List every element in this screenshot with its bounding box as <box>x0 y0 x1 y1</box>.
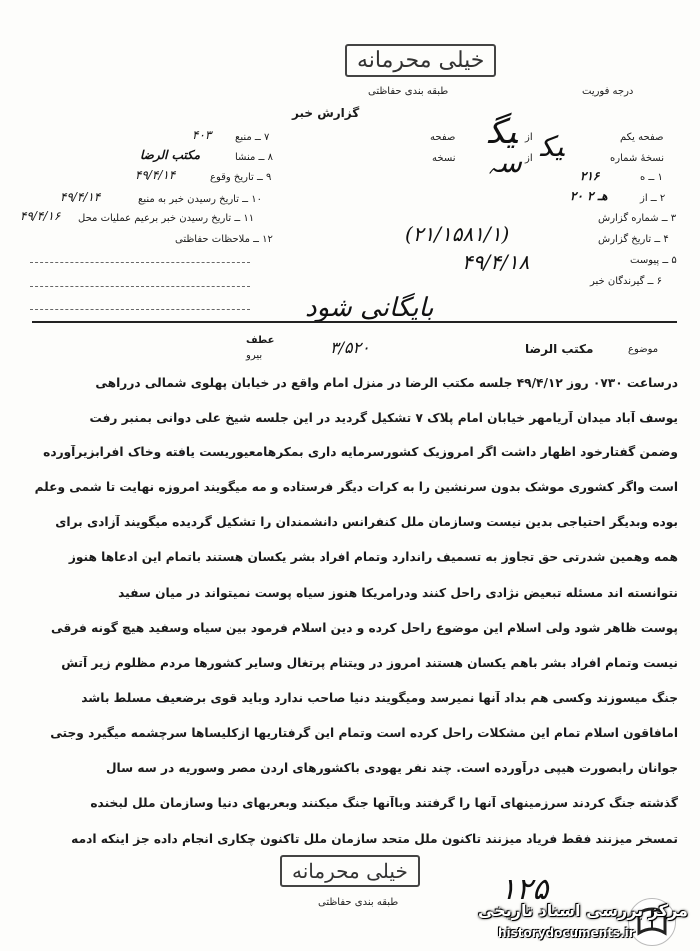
field-2-label: ۲ ــ از <box>640 193 666 204</box>
body-line: امافاقون اسلام تمام این مشکلات راحل کرده است وتمام این گرفتاریها ازکلیساها سرچشمه میگیرد وجتی <box>50 726 678 740</box>
field-page-end: صفحه <box>430 132 456 143</box>
field-source-label: ۷ ــ منبع <box>235 132 270 143</box>
field-copy-end: نسخه <box>432 153 456 164</box>
body-line: بوده وبدیگر احتیاجی بدین نیست وسازمان ملل کنفرانس دانشمندان را تشکیل گردیده میگویند آزادی برای <box>55 515 678 529</box>
subject-value: مکتب الرضا <box>525 342 594 356</box>
field-1-label: ۱ ــ ه <box>640 172 663 183</box>
handwritten-note: بایگانی شود <box>305 293 434 323</box>
handwritten-number: (۲۱/۱۵۸۱/۱) <box>405 222 510 246</box>
body-line: پوست ظاهر شود ولی اسلام این موضوع راحل کرده و دین اسلام فرمود بین سیاه وسفید هیچ گونه فرقی <box>50 621 678 635</box>
handwritten-date: ۴۹/۴/۱۸ <box>462 250 530 274</box>
field-3-label: ۳ ــ شماره گزارش <box>598 213 677 224</box>
body-line: تمسخر میزنند فقط فریاد میزنند تاکنون ملل متحد سازمان ملل تاکنون چکاری انجام داده جز اینکه ادمه <box>71 832 678 846</box>
field-received-ops-value: ۴۹/۴/۱۶ <box>20 209 61 223</box>
field-4-label: ۴ ــ تاریخ گزارش <box>598 234 669 245</box>
field-occurrence-date-value: ۴۹/۴/۱۴ <box>135 168 176 182</box>
field-security-notes-label: ۱۲ ــ ملاحظات حفاظتی <box>175 234 273 245</box>
field-origin-label: ۸ ــ منشا <box>235 152 273 163</box>
body-line: همه وهمین شدرتی حق تجاوز به تسمیف راندارد وتمام افراد بشر یکسان هستند باتمام این ادعاها هنوز <box>68 550 678 564</box>
handwritten-mark-3: ﺳﮧ <box>488 146 522 179</box>
field-occurrence-date-label: ۹ ــ تاریخ وقوع <box>210 172 272 183</box>
body-line: است واگر کشوری موشک بدون سرنشین را به کرات دیگر فرستاده و مه میگویند امروزه نهایت تا شمی وعلم <box>34 480 678 494</box>
body-line: نتوانسته اند مسئله تبعیض نژادی راحل کنند ودرامریکا هنوز سیاه پوست نمیتواند در میان سفید <box>118 586 678 600</box>
body-line: یوسف آباد میدان آریامهر خیابان امام پلاک ۷ تشکیل گردید در این جلسه شیخ علی دوانی بمنبر رفت <box>89 411 678 425</box>
subject-code: ۳/۵۲۰ <box>330 338 370 357</box>
field-copy-label: نسخهٔ شماره <box>610 153 664 164</box>
classification-label: طبقه بندی حفاظتی <box>368 86 449 97</box>
top-classification-stamp: خیلی محرمانه <box>345 44 496 77</box>
field-copy-mid: از <box>525 153 533 164</box>
watermark-org: مرکز بررسی اسناد تاریخی <box>478 901 688 920</box>
body-line: جوانان رابصورت هیپی درآورده است. چند نفر یهودی باکشورهای اردن مصر وسوریه در سه سال <box>105 761 678 775</box>
field-5-label: ۵ ــ پیوست <box>630 255 677 266</box>
field-source-value: ۴۰۳ <box>192 128 212 142</box>
atf-label: عطف <box>246 335 275 346</box>
biro-label: بیرو <box>246 350 263 361</box>
field-origin-value: مکتب الرضا <box>140 148 201 162</box>
watermark-url: historydocuments.ir <box>498 926 635 940</box>
bottom-classification-label: طبقه بندی حفاظتی <box>318 897 399 908</box>
field-6-label: ۶ ــ گیرندگان خبر <box>590 276 662 287</box>
subject-label: موضوع <box>628 344 659 355</box>
body-line: جنگ میسوزند وکسی هم بداد آنها نمیرسد ومیگویند دنیا صاحب ندارد وباید قوی برضعیف مسلط باشد <box>81 691 678 705</box>
body-line: گذشته جنگ کردند سرزمینهای آنها را گرفتند وباآنها جنگ میکنند وبعربهای دنیا وسازمان ملل لبخنده <box>90 796 678 810</box>
field-page-label: صفحه یکم <box>620 132 664 143</box>
body-line: نیست وتمام افراد بشر باهم یکسان هستند امروز در ویتنام پرتغال وسایر کشورها مردم مظلوم زیر آتش <box>61 656 678 670</box>
field-received-ops-label: ۱۱ ــ تاریخ رسیدن خبر برعیم عملیات محل <box>78 213 255 224</box>
page-number: ۱۲۵ <box>500 872 549 907</box>
body-line: درساعت ۰۷۳۰ روز ۴۹/۴/۱۲ جلسه مکتب الرضا در منزل امام واقع در خیابان پهلوی شمالی درراهی <box>95 376 678 390</box>
field-received-source-label: ۱۰ ــ تاریخ رسیدن خبر به منبع <box>138 194 262 205</box>
body-line: وضمن گفتارخود اظهار داشت اگر امروزیک کشورسرمایه داری بمکرهامعیوریست یافته وخاک افرابزیرآورده <box>43 445 678 459</box>
field-2-value: ۲۰ هـ ۲ <box>570 189 608 203</box>
handwritten-mark-2: ﯿﮑ <box>540 130 564 163</box>
field-page-mid: از <box>525 132 533 143</box>
form-title: گزارش خبر <box>292 106 360 120</box>
bottom-classification-stamp: خیلی محرمانه <box>280 855 420 887</box>
field-1-value: ۲۱۶ <box>580 169 600 183</box>
handwritten-mark-1: ﯿﮕ <box>488 112 518 152</box>
field-received-source-value: ۴۹/۴/۱۴ <box>60 190 101 204</box>
priority-label: درجه فوریت <box>582 86 634 97</box>
